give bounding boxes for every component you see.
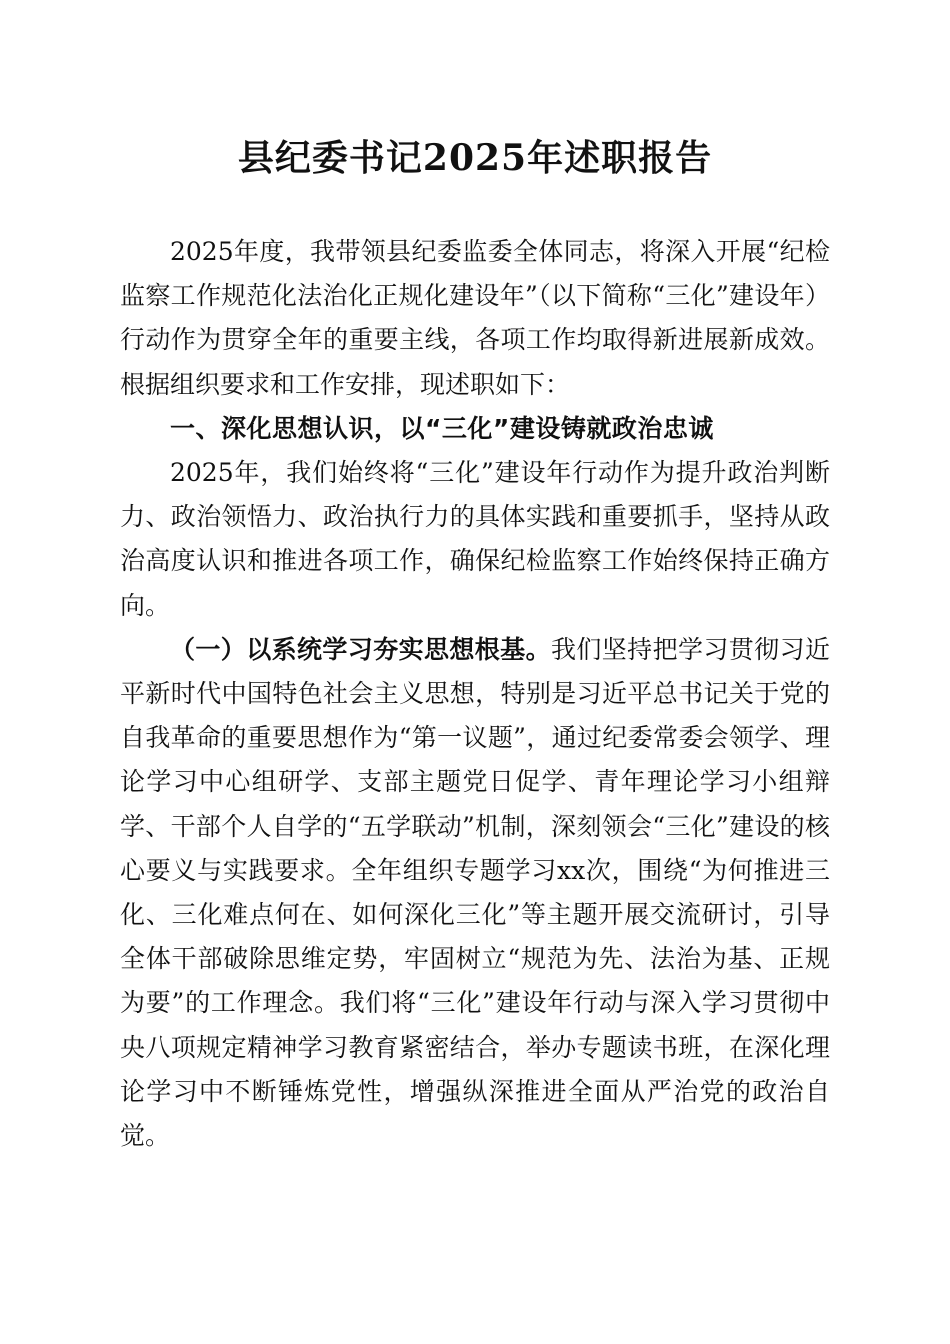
subsection-body-1: 我们坚持把学习贯彻习近平新时代中国特色社会主义思想，特别是习近平总书记关于党的自我革命的重要思想作为“第一议题”，通过纪委常委会领学、理论学习中心组研学、支部主题党日促学、青年理论学习小组辩学、干部个人自学的“五学联动”机制，深刻领会“三化”建设的核心要义与实践要求。全年组织专题学习xx次，围绕“为何推进三化、三化难点何在、如何深化三化”等主题开展交流研讨，引导全体干部破除思维定势，牢固树立“规范为先、法治为基、正规为要”的工作理念。我们将“三化”建设年行动与深入学习贯彻中央八项规定精神学习教育紧密结合，举办专题读书班，在深化理论学习中不断锤炼党性，增强纵深推进全面从严治党的政治自觉。	[120, 634, 830, 1151]
subsection-lead-1: （一）以系统学习夯实思想根基。	[170, 634, 551, 664]
intro-paragraph: 2025年度，我带领县纪委监委全体同志，将深入开展“纪检监察工作规范化法治化正规化建设年”（以下简称“三化”建设年）行动作为贯穿全年的重要主线，各项工作均取得新进展新成效。根据组织要求和工作安排，现述职如下：	[120, 237, 830, 399]
document-title: 县纪委书记2025年述职报告	[237, 137, 713, 179]
section-paragraph-1: 2025年，我们始终将“三化”建设年行动作为提升政治判断力、政治领悟力、政治执行力的具体实践和重要抓手，坚持从政治高度认识和推进各项工作，确保纪检监察工作始终保持正确方向。	[120, 458, 830, 620]
section-heading-1: 一、深化思想认识，以“三化”建设铸就政治忠诚	[170, 413, 714, 443]
document-body	[120, 230, 830, 1158]
subsection-paragraph-1	[120, 628, 830, 1158]
